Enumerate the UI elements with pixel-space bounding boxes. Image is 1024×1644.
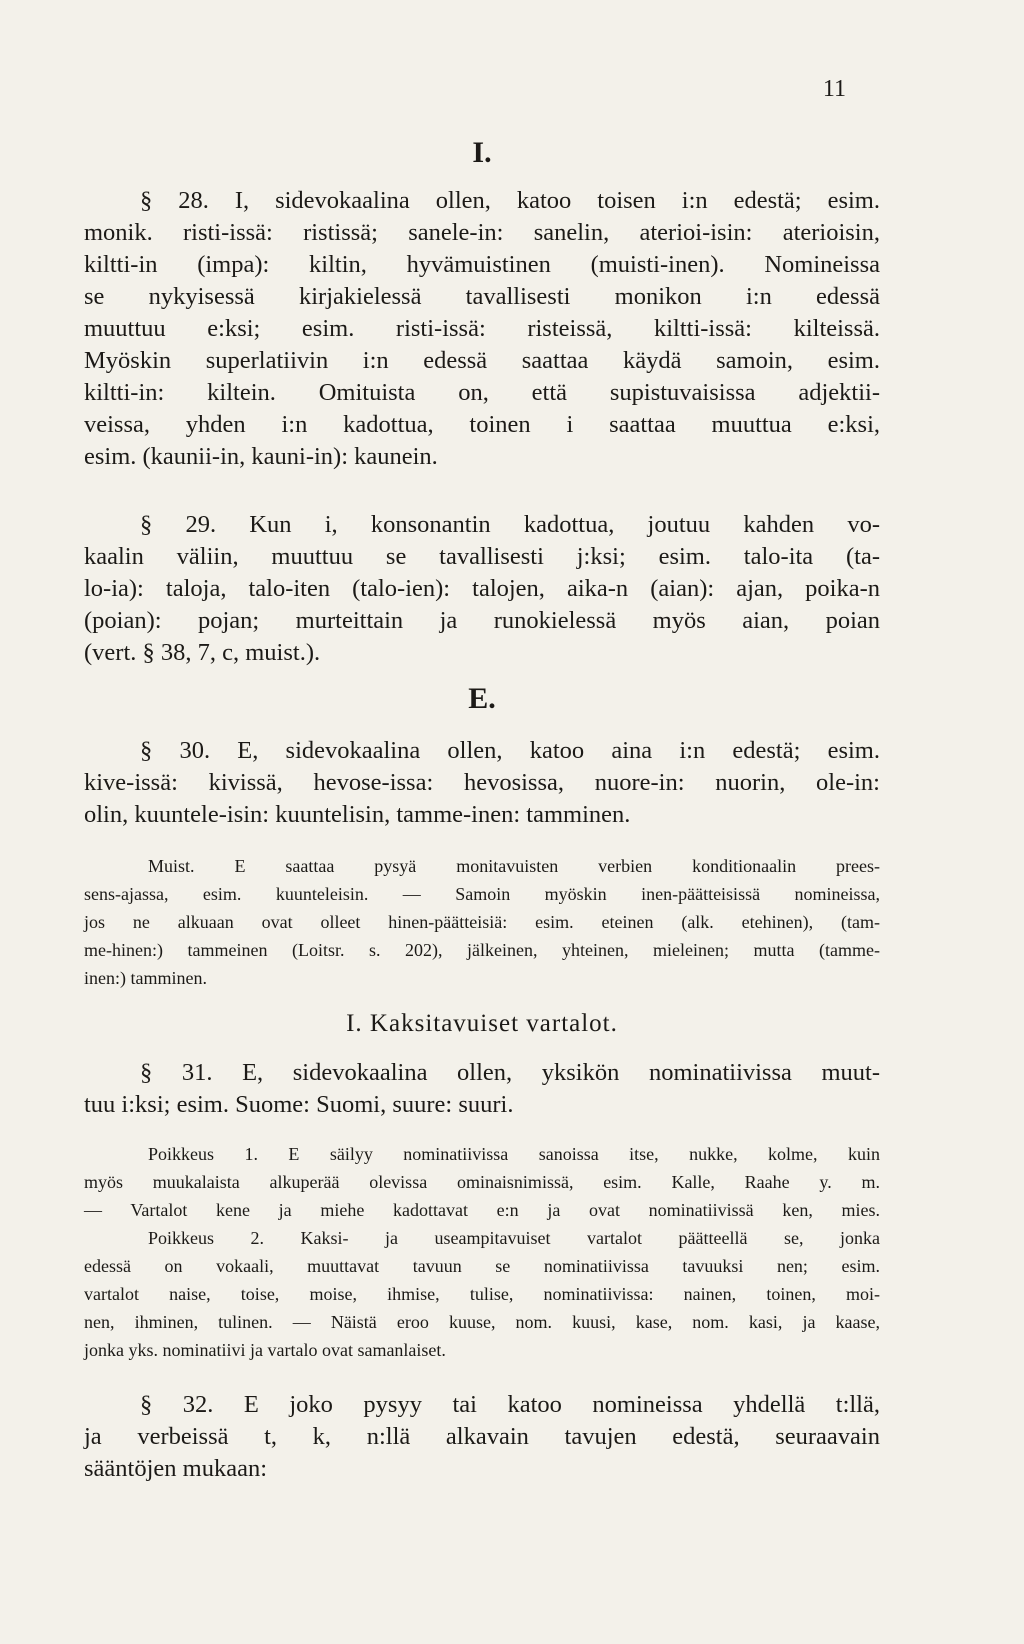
text-line: esim. (kaunii-in, kauni-in): kaunein. [84,443,438,470]
text-line: § 29. Kun i, konsonantin kadottua, joutuu kahden vo- [140,511,880,538]
text-line: muuttuu e:ksi; esim. risti-issä: risteissä, kiltti-issä: kilteissä. [84,315,880,342]
subheading: I. Kaksitavuiset vartalot. [346,1010,618,1037]
text-line: kiltti-in: kiltein. Omituista on, että supistuvaisissa adjektii- [84,379,880,406]
text-line: tuu i:ksi; esim. Suome: Suomi, suure: suuri. [84,1091,514,1118]
section-heading-e: E. [468,682,496,715]
text-line: ja verbeissä t, k, n:llä alkavain tavujen edestä, seuraavain [84,1423,880,1450]
note-line: inen:) tamminen. [84,968,207,988]
note-line: Poikkeus 1. E säilyy nominatiivissa sanoissa itse, nukke, kolme, kuin [148,1144,880,1164]
note-line: nen, ihminen, tulinen. — Näistä eroo kuuse, nom. kuusi, kase, nom. kasi, ja kaase, [84,1312,880,1332]
text-line: lo-ia): taloja, talo-iten (talo-ien): talojen, aika-n (aian): ajan, poika-n [84,575,880,602]
text-line: kaalin väliin, muuttuu se tavallisesti j:ksi; esim. talo-ita (ta- [84,543,880,570]
text-line: § 30. E, sidevokaalina ollen, katoo aina i:n edestä; esim. [140,737,880,764]
text-line: monik. risti-issä: ristissä; sanele-in: sanelin, aterioi-isin: aterioisin, [84,219,880,246]
note-line: — Vartalot kene ja miehe kadottavat e:n ja ovat nominatiivissä ken, mies. [84,1200,880,1220]
text-line: kive-issä: kivissä, hevose-issa: hevosissa, nuore-in: nuorin, ole-in: [84,769,880,796]
note-line: Poikkeus 2. Kaksi- ja useampitavuiset vartalot päätteellä se, jonka [148,1228,880,1248]
note-line: Muist. E saattaa pysyä monitavuisten verbien konditionaalin prees- [148,856,880,876]
text-line: kiltti-in (impa): kiltin, hyvämuistinen (muisti-inen). Nomineissa [84,251,880,278]
text-line: se nykyisessä kirjakielessä tavallisesti monikon i:n edessä [84,283,880,310]
note-line: vartalot naise, toise, moise, ihmise, tulise, nominatiivissa: nainen, toinen, moi- [84,1284,880,1304]
text-line: veissa, yhden i:n kadottua, toinen i saattaa muuttua e:ksi, [84,411,880,438]
note-line: myös muukalaista alkuperää olevissa ominaisnimissä, esim. Kalle, Raahe y. m. [84,1172,880,1192]
text-line: olin, kuuntele-isin: kuuntelisin, tamme-inen: tamminen. [84,801,631,828]
text-line: § 32. E joko pysyy tai katoo nomineissa yhdellä t:llä, [140,1391,880,1418]
note-line: edessä on vokaali, muuttavat tavuun se nominatiivissa tavuuksi nen; esim. [84,1256,880,1276]
text-line: (vert. § 38, 7, c, muist.). [84,639,321,666]
note-line: me-hinen:) tammeinen (Loitsr. s. 202), jälkeinen, yhteinen, mieleinen; mutta (tamme- [84,940,880,960]
text-line: § 28. I, sidevokaalina ollen, katoo toisen i:n edestä; esim. [140,187,880,214]
text-line: Myöskin superlatiivin i:n edessä saattaa käydä samoin, esim. [84,347,880,374]
note-line: jonka yks. nominatiivi ja vartalo ovat samanlaiset. [84,1340,446,1360]
text-line: sääntöjen mukaan: [84,1455,268,1482]
page-number: 11 [822,76,846,102]
text-line: (poian): pojan; murteittain ja runokielessä myös aian, poian [84,607,880,634]
note-line: jos ne alkuaan ovat olleet hinen-päätteisiä: esim. eteinen (alk. etehinen), (tam- [84,912,880,932]
text-line: § 31. E, sidevokaalina ollen, yksikön nominatiivissa muut- [140,1059,880,1086]
section-heading-i: I. [472,136,492,169]
note-line: sens-ajassa, esim. kuunteleisin. — Samoin myöskin inen-päätteisissä nomineissa, [84,884,880,904]
